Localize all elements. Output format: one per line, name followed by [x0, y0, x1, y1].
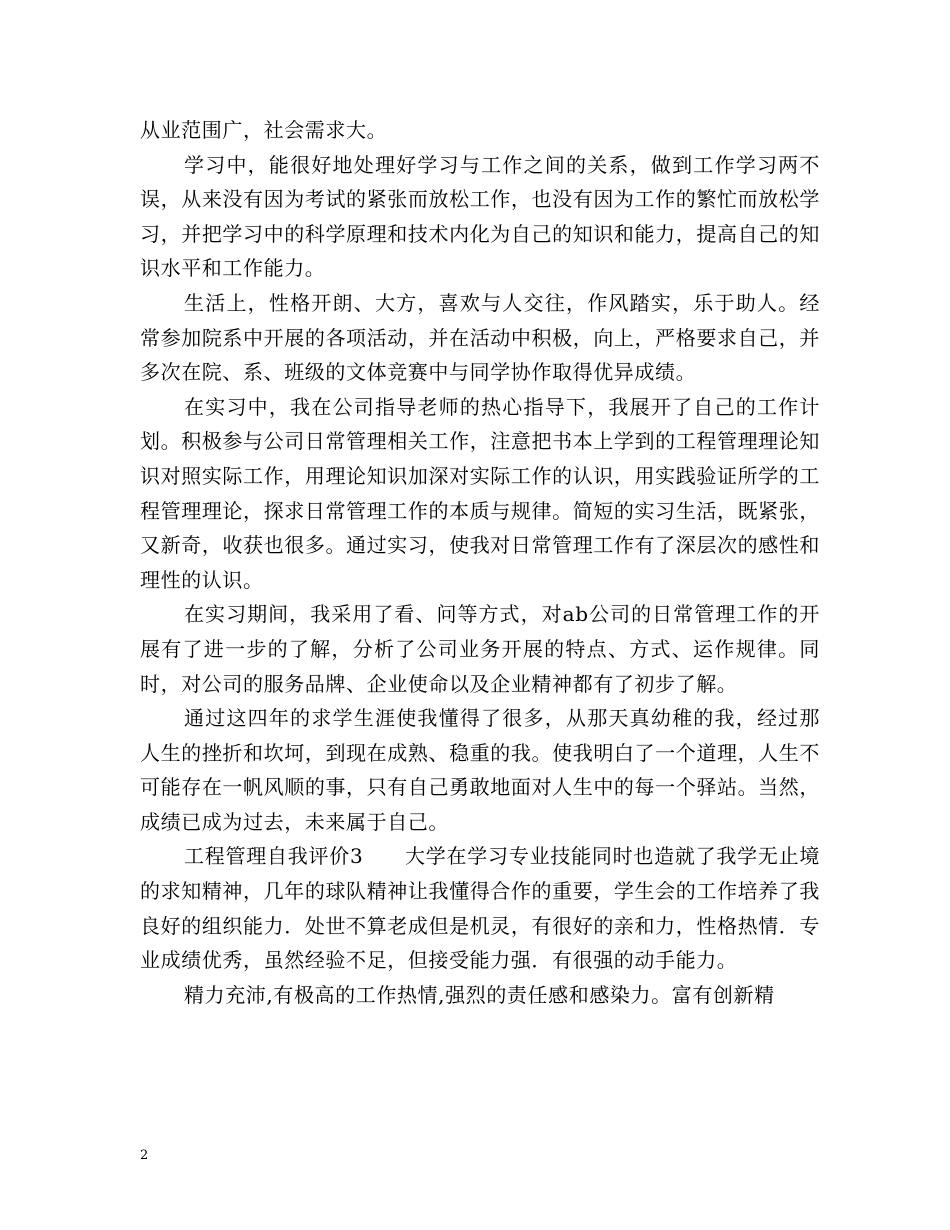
- paragraph: 在实习中，我在公司指导老师的热心指导下，我展开了自己的工作计划。积极参与公司日常管理相关工作，注意把书本上学到的工程管理理论知识对照实际工作，用理论知识加深对实际工作的认识，用实践验证所学的工程管理理论，探求日常管理工作的本质与规律。简短的实习生活，既紧张，又新奇，收获也很多。通过实习，使我对日常管理工作有了深层次的感性和理性的认识。: [140, 394, 820, 592]
- paragraph: 通过这四年的求学生涯使我懂得了很多，从那天真幼稚的我，经过那人生的挫折和坎坷，到现在成熟、稳重的我。使我明白了一个道理，人生不可能存在一帆风顺的事，只有自己勇敢地面对人生中的每一个驿站。当然，成绩已成为过去，未来属于自己。: [140, 706, 820, 834]
- paragraph: 从业范围广，社会需求大。: [140, 118, 388, 142]
- paragraph: 生活上，性格开朗、大方，喜欢与人交往，作风踏实，乐于助人。经常参加院系中开展的各项活动，并在活动中积极，向上，严格要求自己，并多次在院、系、班级的文体竞赛中与同学协作取得优异成绩。: [140, 290, 820, 385]
- page-number: 2: [140, 1148, 149, 1163]
- paragraph: 精力充沛,有极高的工作热情,强烈的责任感和感染力。富有创新精: [184, 982, 775, 1007]
- paragraph: 学习中，能很好地处理好学习与工作之间的关系，做到工作学习两不误，从来没有因为考试的紧张而放松工作，也没有因为工作的繁忙而放松学习，并把学习中的科学原理和技术内化为自己的知识和能力，提高自己的知识水平和工作能力。: [140, 152, 820, 281]
- body-text: [140, 113, 820, 1012]
- paragraph: 工程管理自我评价3 大学在学习专业技能同时也造就了我学无止境的求知精神，几年的球队精神让我懂得合作的重要，学生会的工作培养了我良好的组织能力．处世不算老成但是机灵，有很好的亲和力，性格热情．专业成绩优秀，虽然经验不足，但接受能力强．有很强的动手能力。: [140, 844, 820, 973]
- paragraph: 在实习期间，我采用了看、问等方式，对ab公司的日常管理工作的开展有了进一步的了解，分析了公司业务开展的特点、方式、运作规律。同时，对公司的服务品牌、企业使命以及企业精神都有了初步了解。: [140, 602, 820, 696]
